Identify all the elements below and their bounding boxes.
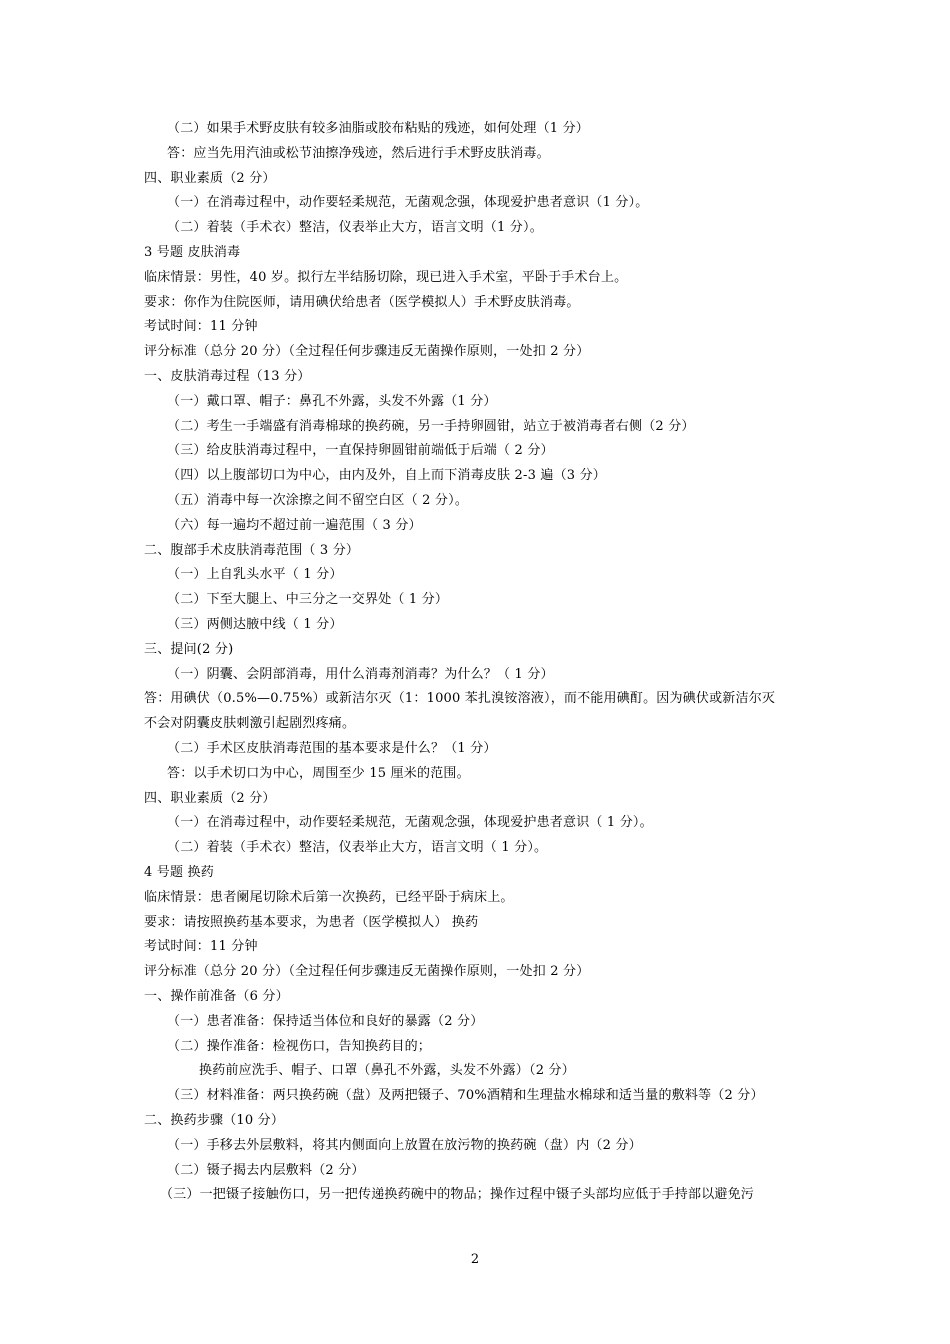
text-line: （二）着装（手术衣）整洁，仪表举止大方，语言文明（ 1 分）。 [167,840,548,856]
text-line: （一）手移去外层敷料，将其内侧面向上放置在放污物的换药碗（盘）内（2 分） [167,1137,642,1153]
text-line: （三）材料准备：两只换药碗（盘）及两把镊子、70%酒精和生理盐水棉球和适当量的敷料等（2 分） [167,1088,764,1104]
text-line: （二）考生一手端盛有消毒棉球的换药碗，另一手持卵圆钳，站立于被消毒者右侧（2 分） [167,418,695,434]
text-line: （一）在消毒过程中，动作要轻柔规范，无菌观念强，体现爱护患者意识（ 1 分）。 [167,815,653,831]
text-line: 考试时间：11 分钟 [144,319,258,335]
text-line: （五）消毒中每一次涂擦之间不留空白区（ 2 分）。 [167,493,469,508]
text-line: 一、皮肤消毒过程（13 分） [144,369,311,384]
text-line: 答：应当先用汽油或松节油擦净残迹，然后进行手术野皮肤消毒。 [167,145,550,161]
text-line: 换药前应洗手、帽子、口罩（鼻孔不外露，头发不外露）（2 分） [199,1063,575,1079]
text-line: （三）给皮肤消毒过程中，一直保持卵圆钳前端低于后端（ 2 分） [167,443,554,459]
text-line: （一）戴口罩、帽子：鼻孔不外露，头发不外露（1 分） [167,393,497,409]
text-line: （二）下至大腿上、中三分之一交界处（ 1 分） [167,592,449,608]
text-line: （一）患者准备：保持适当体位和良好的暴露（2 分） [167,1013,484,1029]
text-line: 评分标准（总分 20 分）（全过程任何步骤违反无菌操作原则，一处扣 2 分） [144,964,590,980]
text-line: （四）以上腹部切口为中心，由内及外，自上而下消毒皮肤 2-3 遍（3 分） [167,468,607,484]
text-line: 答：以手术切口为中心，周围至少 15 厘米的范围。 [167,765,470,781]
text-line: （二）操作准备：检视伤口，告知换药目的； [167,1038,432,1054]
text-line: 二、换药步骤（10 分） [144,1113,285,1128]
text-line: 3 号题 皮肤消毒 [144,245,241,260]
text-line: 要求：请按照换药基本要求，为患者（医学模拟人） 换药 [144,914,479,930]
text-line: （六）每一遍均不超过前一遍范围（ 3 分） [167,517,422,533]
text-line: 三、提问(2 分) [144,641,234,657]
text-line: 考试时间：11 分钟 [144,939,258,955]
text-line: （一）阴囊、会阴部消毒，用什么消毒剂消毒？为什么？（ 1 分） [167,666,554,682]
text-line: 答：用碘伏（0.5%—0.75%）或新洁尔灭（1：1000 苯扎溴铵溶液），而不能用碘酊。因为碘伏或新洁尔灭 [144,691,776,707]
text-line: （三）两侧达腋中线（ 1 分） [167,617,343,632]
text-line: 不会对阴囊皮肤刺激引起剧烈疼痛。 [144,716,356,732]
text-line: （二）如果手术野皮肤有较多油脂或胶布粘贴的残迹，如何处理（1 分） [167,121,590,136]
text-line: 四、职业素质（2 分） [144,170,276,186]
text-line: 四、职业素质（2 分） [144,790,276,806]
text-line: 评分标准（总分 20 分）（全过程任何步骤违反无菌操作原则，一处扣 2 分） [144,344,590,360]
text-line: （二）镊子揭去内层敷料（2 分） [167,1162,365,1178]
text-line: 临床情景：患者阑尾切除术后第一次换药，已经平卧于病床上。 [144,889,514,905]
text-line: 一、操作前准备（6 分） [144,989,289,1004]
text-line: （三）一把镊子接触伤口，另一把传递换药碗中的物品；操作过程中镊子头部均应低于手持部以避免污 [160,1187,755,1203]
page-number: 2 [470,1252,480,1267]
text-line: （二）着装（手术衣）整洁，仪表举止大方，语言文明（1 分）。 [167,220,543,236]
text-line: 临床情景：男性，40 岁。拟行左半结肠切除，现已进入手术室，平卧于手术台上。 [144,269,628,285]
text-line: 要求：你作为住院医师，请用碘伏给患者（医学模拟人）手术野皮肤消毒。 [144,294,580,310]
text-line: （一）在消毒过程中，动作要轻柔规范，无菌观念强，体现爱护患者意识（1 分）。 [167,195,649,211]
text-line: 二、腹部手术皮肤消毒范围（ 3 分） [144,542,360,558]
text-line: （一）上自乳头水平（ 1 分） [167,567,343,583]
text-line: 4 号题 换药 [144,865,214,880]
text-line: （二）手术区皮肤消毒范围的基本要求是什么？（1 分） [167,741,497,756]
